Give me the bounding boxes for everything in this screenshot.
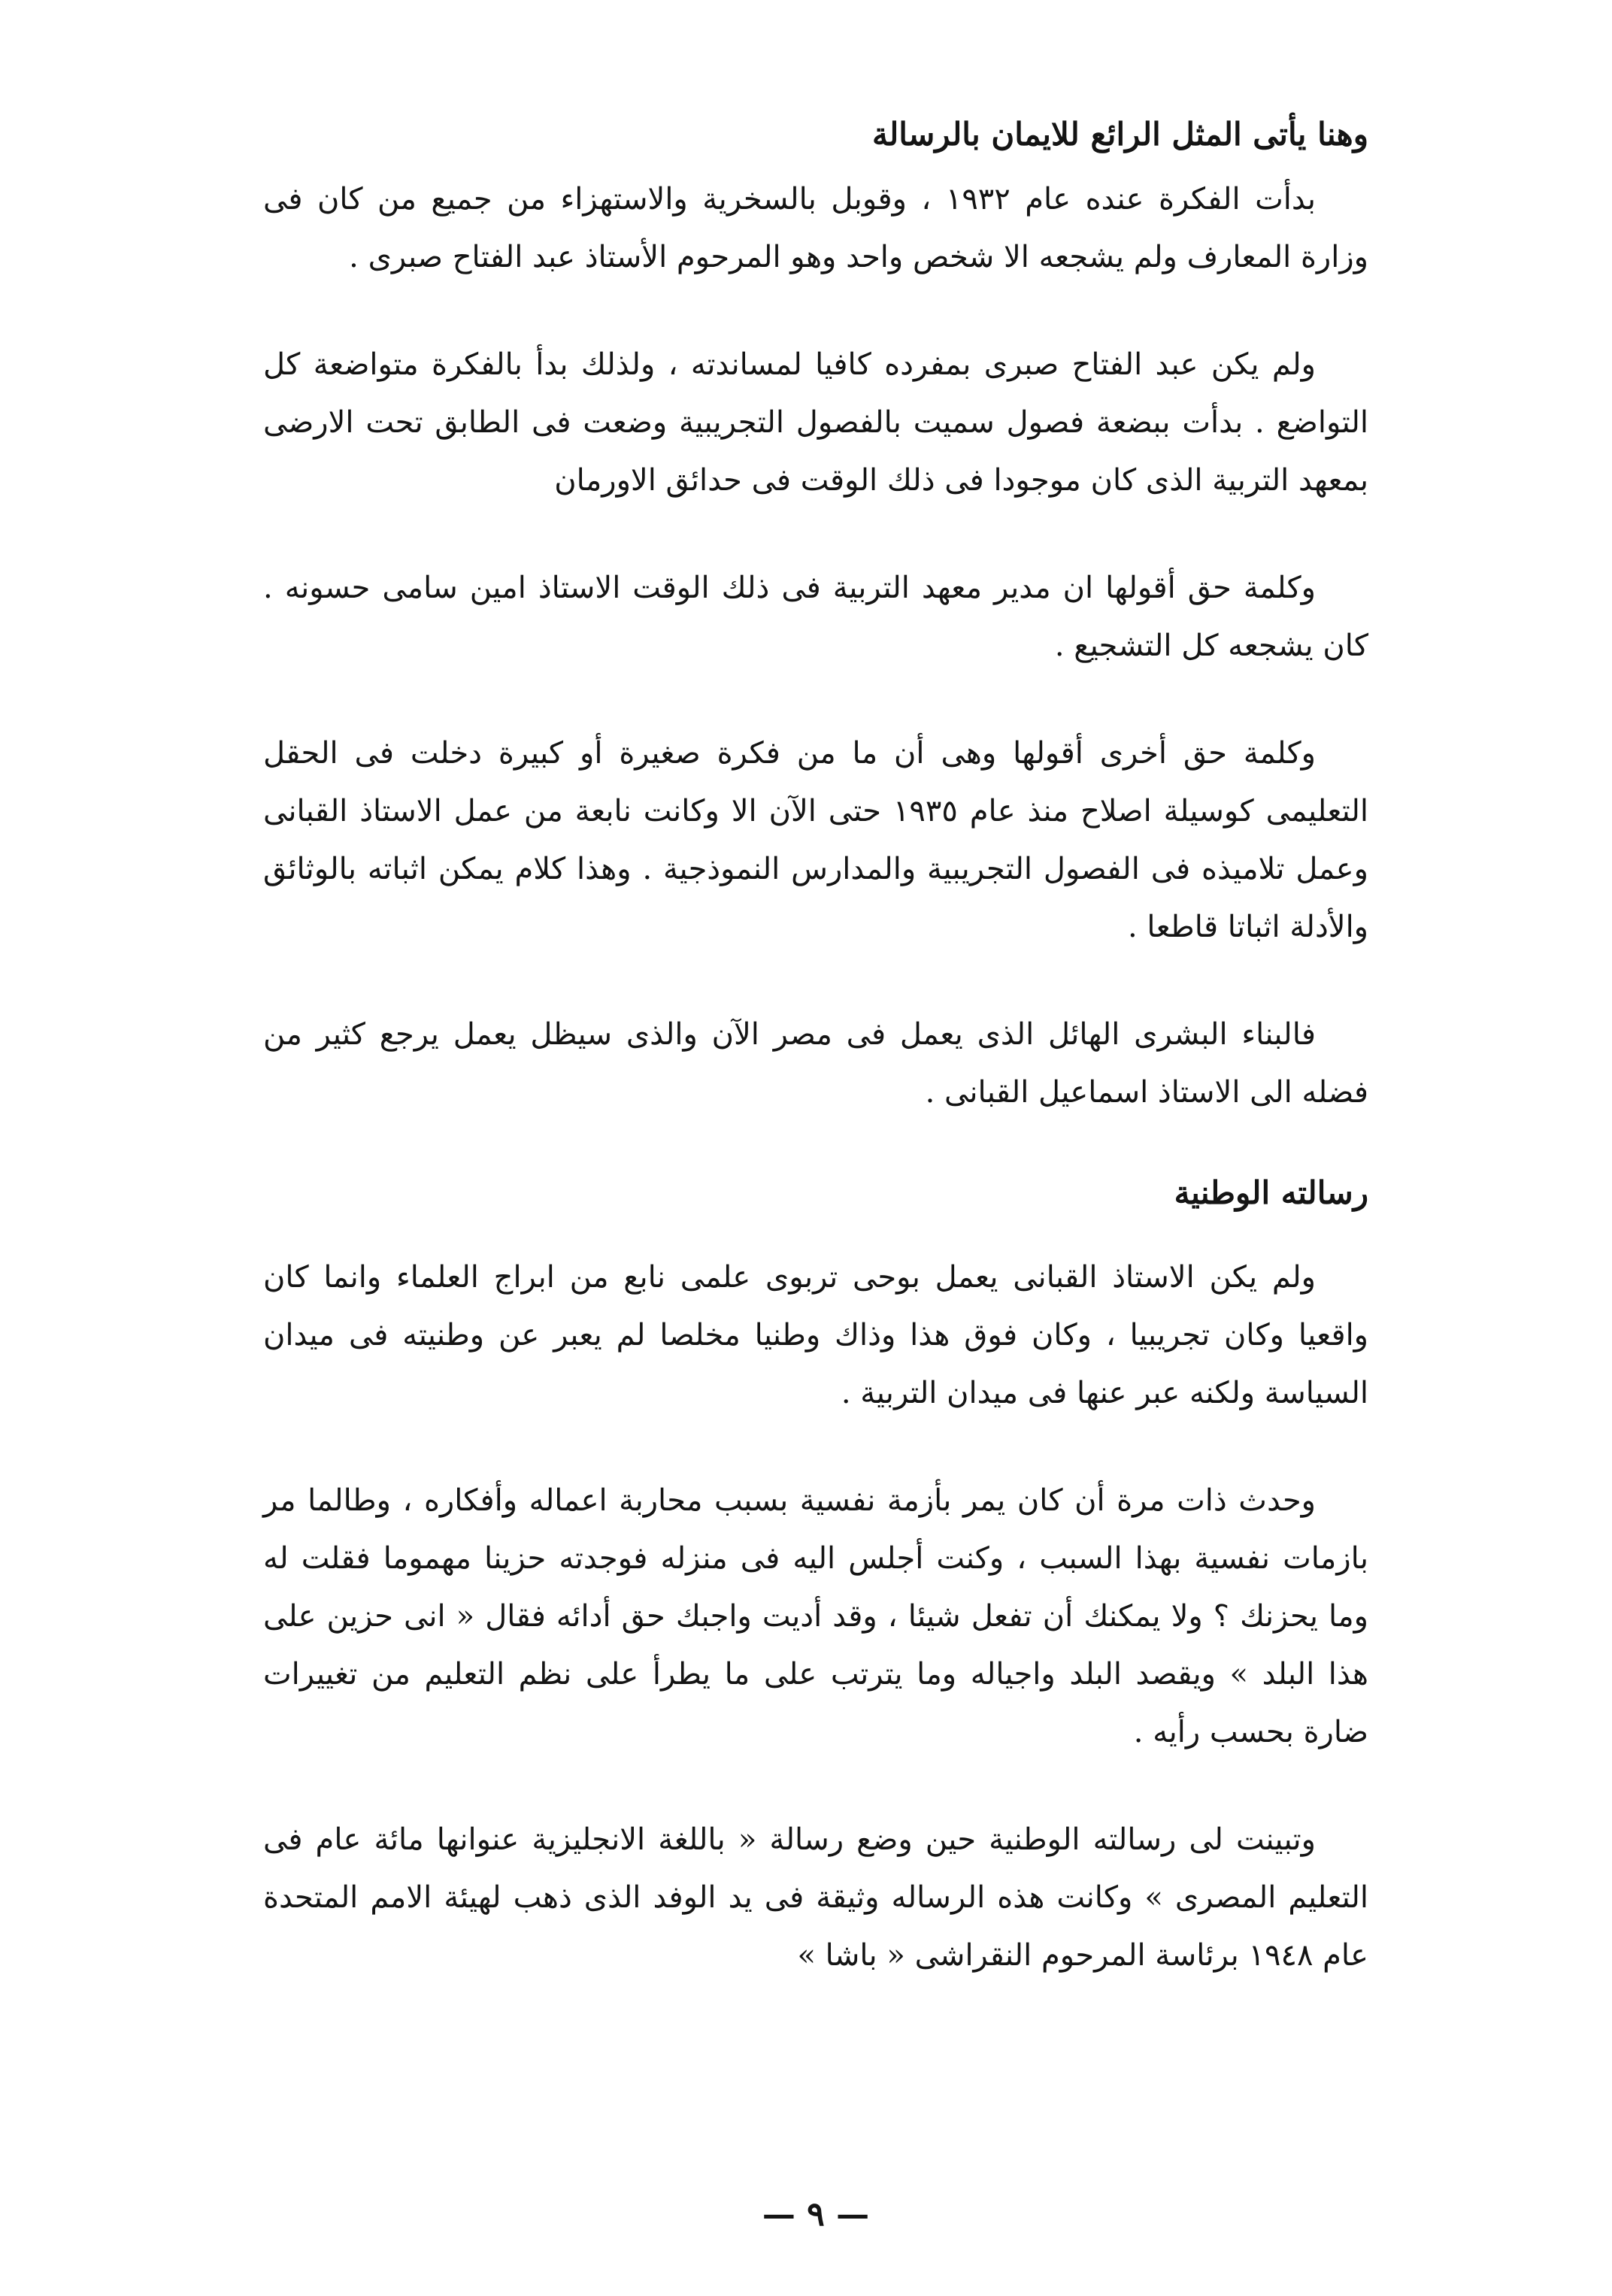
paragraph: فالبناء البشرى الهائل الذى يعمل فى مصر الآن والذى سيظل يعمل يرجع كثير من فضله الى الاستاذ اسماعيل القبانى . (263, 1016, 1368, 1110)
paragraph: وحدث ذات مرة أن كان يمر بأزمة نفسية بسبب محاربة اعماله وأفكاره ، وطالما مر بازمات نفسية بهذا السبب ، وكنت أجلس اليه فى منزله فوجدته حزينا مهموما فقلت له وما يحزنك ؟ ولا يمكنك أن تفعل شيئا ، وقد أديت واجبك حق أدائه فقال « انى حزين على هذا البلد » ويقصد البلد واجياله وما يترتب على ما يطرأ على نظم التعليم من تغييرات ضارة بحسب رأيه . (263, 1483, 1368, 1749)
intro-heading: وهنا يأتى المثل الرائع للايمان بالرسالة (871, 116, 1368, 153)
paragraph: ولم يكن الاستاذ القبانى يعمل بوحى تربوى علمى نابع من ابراج العلماء وانما كان واقعيا وكان تجريبيا ، وكان فوق هذا وذاك وطنيا مخلصا لم يعبر عن وطنيته فى ميدان السياسة ولكنه عبر عنها فى ميدان التربية . (263, 1259, 1368, 1410)
paragraph: وكلمة حق أقولها ان مدير معهد التربية فى ذلك الوقت الاستاذ امين سامى حسونه . كان يشجعه كل التشجيع . (263, 570, 1368, 663)
paragraph: ولم يكن عبد الفتاح صبرى بمفرده كافيا لمساندته ، ولذلك بدأ بالفكرة متواضعة كل التواضع . بدأت ببضعة فصول سميت بالفصول التجريبية وضعت فى الطابق تحت الارضى بمعهد التربية الذى كان موجودا فى ذلك الوقت فى حدائق الاورمان (263, 347, 1368, 498)
paragraph: بدأت الفكرة عنده عام ١٩٣٢ ، وقوبل بالسخرية والاستهزاء من جميع من كان فى وزارة المعارف ولم يشجعه الا شخص واحد وهو المرحوم الأستاذ عبد الفتاح صبرى . (263, 181, 1368, 274)
page-number: — ٩ — (762, 2195, 870, 2234)
section-heading: رسالته الوطنية (1174, 1174, 1368, 1211)
paragraph: وكلمة حق أخرى أقولها وهى أن ما من فكرة صغيرة أو كبيرة دخلت فى الحقل التعليمى كوسيلة اصلاح منذ عام ١٩٣٥ حتى الآن الا وكانت نابعة من عمل الاستاذ القبانى وعمل تلاميذه فى الفصول التجريبية والمدارس النموذجية . وهذا كلام يمكن اثباته بالوثائق والأدلة اثباتا قاطعا . (263, 735, 1369, 944)
paragraph: وتبينت لى رسالته الوطنية حين وضع رسالة « باللغة الانجليزية عنوانها مائة عام فى التعليم المصرى » وكانت هذه الرساله وثيقة فى يد الوفد الذى ذهب لهيئة الامم المتحدة عام ١٩٤٨ برئاسة المرحوم النقراشى « باشا » (263, 1822, 1368, 1973)
document-page (263, 113, 1368, 2255)
